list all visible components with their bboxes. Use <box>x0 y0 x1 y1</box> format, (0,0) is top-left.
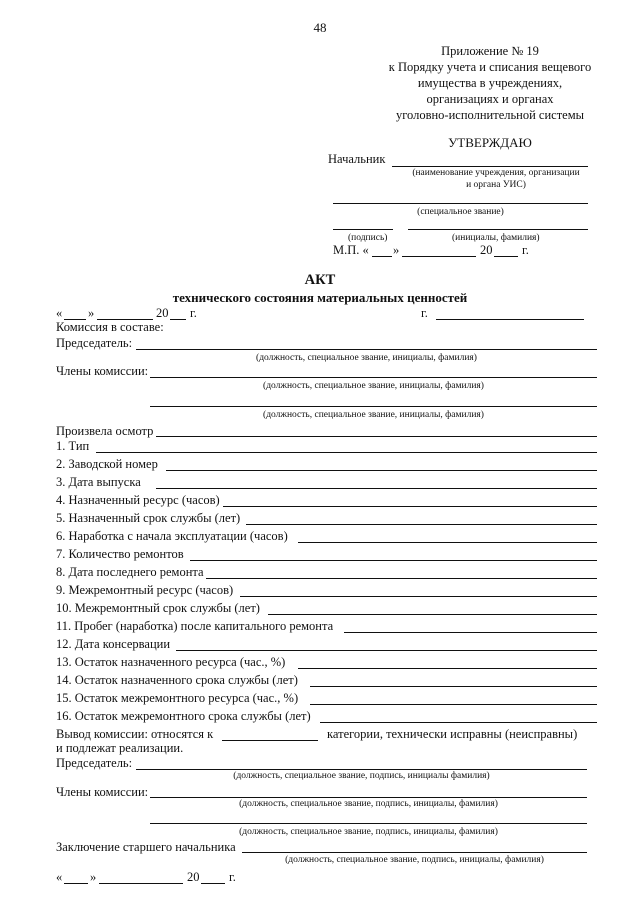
commission-chairman: Председатель: <box>56 336 133 350</box>
commission-members: Члены комиссии: <box>56 364 149 378</box>
mp-year-suffix: г. <box>522 243 529 257</box>
item-label: 1. Тип <box>56 439 90 453</box>
final-year-line <box>201 883 225 884</box>
caption-conclusion-chairman: (должность, специальное звание, подпись, инициалы фамилия) <box>233 771 490 781</box>
members-line-2 <box>150 406 597 407</box>
item-label: 7. Количество ремонтов <box>56 547 184 561</box>
initials-line <box>408 229 588 230</box>
act-date-open: « <box>56 306 63 320</box>
item-line <box>310 686 597 687</box>
item-line <box>96 452 597 453</box>
conclusion-text-2: категории, технически исправны (неисправны) <box>327 727 578 741</box>
item-label: 11. Пробег (наработка) после капитального ремонта <box>56 619 334 633</box>
members-line-1 <box>150 377 597 378</box>
item-label: 12. Дата консервации <box>56 637 171 651</box>
chairman-line <box>136 349 597 350</box>
item-line <box>223 506 597 507</box>
appendix-line-2: к Порядку учета и списания вещевого <box>388 60 592 74</box>
caption-conclusion-members-2: (должность, специальное звание, подпись, инициалы, фамилия) <box>239 827 498 837</box>
conclusion-members: Члены комиссии: <box>56 785 149 799</box>
mp-month-line <box>402 256 476 257</box>
item-label: 9. Межремонтный ресурс (часов) <box>56 583 234 597</box>
page-number: 48 <box>313 20 327 35</box>
item-label: 6. Наработка с начала эксплуатации (часов) <box>56 529 288 543</box>
act-year-line <box>170 319 186 320</box>
caption-members-2: (должность, специальное звание, инициалы, фамилия) <box>263 410 484 420</box>
item-line <box>320 722 597 723</box>
rank-line <box>333 203 588 204</box>
final-year-suffix: г. <box>229 870 236 884</box>
conclusion-chairman: Председатель: <box>56 756 133 770</box>
item-label: 16. Остаток межремонтного срока службы (лет) <box>56 709 311 723</box>
approve-head-line <box>392 166 588 167</box>
final-date-close: » <box>90 870 97 884</box>
mp-prefix: М.П. « <box>333 243 369 257</box>
item-label: 4. Назначенный ресурс (часов) <box>56 493 220 507</box>
appendix-line-1: Приложение № 19 <box>441 44 539 58</box>
item-label: 13. Остаток назначенного ресурса (час., %) <box>56 655 286 669</box>
conclusion-members-line-2 <box>150 823 587 824</box>
final-date-open: « <box>56 870 63 884</box>
conclusion-members-line-1 <box>150 797 587 798</box>
item-line <box>298 668 597 669</box>
item-label: 10. Межремонтный срок службы (лет) <box>56 601 260 615</box>
approve-head-label: Начальник <box>328 152 386 166</box>
item-label: 15. Остаток межремонтного ресурса (час., %) <box>56 691 299 705</box>
final-day-line <box>64 883 88 884</box>
inspected-line <box>156 436 597 437</box>
act-year-prefix: 20 <box>156 306 169 320</box>
act-subtitle: технического состояния материальных ценностей <box>172 290 468 305</box>
caption-conclusion-members-1: (должность, специальное звание, подпись, инициалы, фамилия) <box>239 799 498 809</box>
item-label: 8. Дата последнего ремонта <box>56 565 204 579</box>
final-year-prefix: 20 <box>187 870 200 884</box>
item-line <box>206 578 597 579</box>
item-line <box>176 650 597 651</box>
item-line <box>240 596 597 597</box>
mp-year-line <box>494 256 518 257</box>
act-city-prefix: г. <box>421 306 428 320</box>
conclusion-text-1: Вывод комиссии: относятся к <box>56 727 214 741</box>
commission-composition: Комиссия в составе: <box>56 320 164 334</box>
item-line <box>310 704 597 705</box>
appendix-line-4: организациях и органах <box>426 92 554 106</box>
conclusion-text-3: и подлежат реализации. <box>56 741 184 755</box>
act-date-close: » <box>88 306 95 320</box>
caption-senior: (должность, специальное звание, подпись, инициалы, фамилия) <box>285 855 544 865</box>
caption-institution-2: и органа УИС) <box>466 180 526 190</box>
senior-label: Заключение старшего начальника <box>56 840 236 854</box>
category-line <box>222 740 318 741</box>
item-line <box>268 614 597 615</box>
act-year-suffix: г. <box>190 306 197 320</box>
item-line <box>156 488 597 489</box>
item-line <box>190 560 597 561</box>
approve-title: УТВЕРЖДАЮ <box>448 135 532 150</box>
item-label: 14. Остаток назначенного срока службы (лет) <box>56 673 298 687</box>
caption-signature: (подпись) <box>348 233 388 243</box>
item-line <box>246 524 597 525</box>
item-line <box>344 632 597 633</box>
item-line <box>166 470 597 471</box>
caption-institution-1: (наименование учреждения, организации <box>412 168 580 178</box>
final-month-line <box>99 883 183 884</box>
caption-chairman: (должность, специальное звание, инициалы, фамилия) <box>256 353 477 363</box>
mp-quote-close: » <box>393 243 400 257</box>
item-label: 3. Дата выпуска <box>56 475 141 489</box>
mp-year-prefix: 20 <box>480 243 493 257</box>
inspected-label: Произвела осмотр <box>56 424 154 438</box>
item-line <box>298 542 597 543</box>
appendix-line-3: имущества в учреждениях, <box>417 76 563 90</box>
item-label: 5. Назначенный срок службы (лет) <box>56 511 241 525</box>
item-label: 2. Заводской номер <box>56 457 158 471</box>
act-title: АКТ <box>304 272 336 288</box>
caption-initials: (инициалы, фамилия) <box>452 233 540 243</box>
signature-line <box>333 229 393 230</box>
caption-rank: (специальное звание) <box>417 207 504 217</box>
caption-members-1: (должность, специальное звание, инициалы, фамилия) <box>263 381 484 391</box>
conclusion-chairman-line <box>136 769 587 770</box>
mp-day-line <box>372 256 392 257</box>
act-city-line <box>436 319 584 320</box>
appendix-line-5: уголовно-исполнительной системы <box>395 108 585 122</box>
senior-line <box>242 852 587 853</box>
